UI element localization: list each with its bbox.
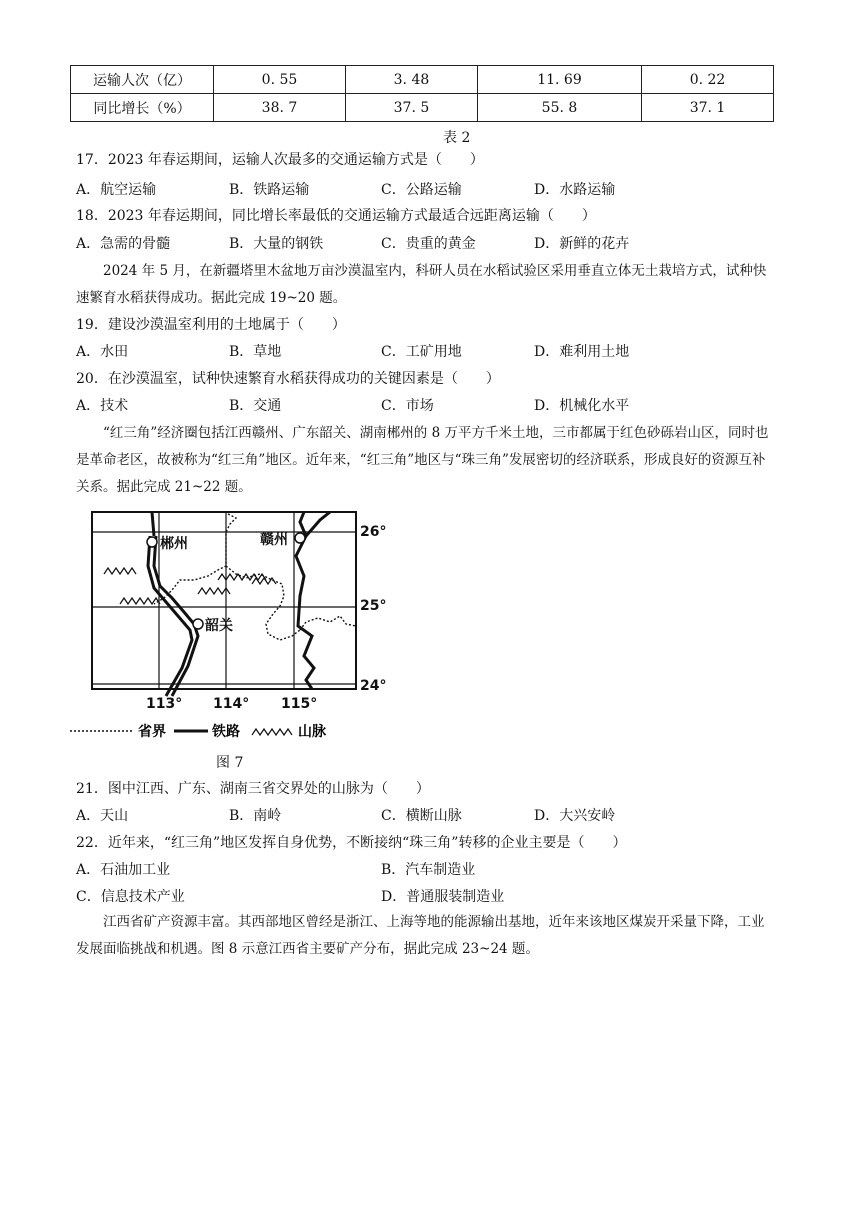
question-17: 17．2023 年春运期间，运输人次最多的交通运输方式是（ ）: [76, 152, 484, 168]
table-row: [71, 66, 774, 94]
question-22: 22．近年来，“红三角”地区发挥自身优势，不断接纳“珠三角”转移的企业主要是（ ）: [76, 835, 627, 851]
map-legend: [70, 723, 327, 740]
table-cell: 11. 69: [477, 66, 641, 94]
lon-label-115: 115°: [281, 696, 318, 712]
table-cell: 55. 8: [477, 94, 641, 122]
q19-option-d: D．难利用土地: [534, 344, 630, 360]
q21-option-d: D．大兴安岭: [534, 808, 616, 824]
lon-label-113: 113°: [146, 696, 183, 712]
city-marker-chenzhou: [147, 537, 157, 547]
q20-option-a: A．技术: [76, 398, 129, 414]
city-label-chenzhou: 郴州: [160, 536, 188, 552]
row-header: 同比增长（%）: [71, 94, 214, 122]
lat-label-25: 25°: [360, 598, 387, 614]
lon-label-114: 114°: [213, 696, 250, 712]
table-cell: 3. 48: [345, 66, 477, 94]
q19-option-b: B．草地: [229, 344, 282, 360]
lat-label-26: 26°: [360, 524, 387, 540]
q17-option-d: D．水路运输: [534, 182, 616, 198]
question-18: 18．2023 年春运期间，同比增长率最低的交通运输方式最适合远距离运输（ ）: [76, 208, 596, 224]
q17-option-b: B．铁路运输: [229, 182, 310, 198]
table-cell: 0. 22: [642, 66, 774, 94]
q18-option-c: C．贵重的黄金: [381, 236, 476, 252]
legend-boundary: 省界: [138, 724, 166, 740]
figure-caption: 图 7: [216, 755, 244, 771]
question-19: 19．建设沙漠温室利用的土地属于（ ）: [76, 317, 346, 333]
question-21: 21．图中江西、广东、湖南三省交界处的山脉为（ ）: [76, 781, 430, 797]
q22-option-b: B．汽车制造业: [381, 862, 476, 878]
table-cell: 38. 7: [214, 94, 346, 122]
passage-21-22: “红三角”经济圈包括江西赣州、广东韶关、湖南郴州的 8 万平方千米土地，三市都属于红色砂砾岩山区，同时也是革命老区，故被称为“红三角”地区。近年来，“红三角”地区与“珠三角”发展密切的经济联系，形成良好的资源互补关系。据此完成 21~22 题。: [76, 425, 769, 495]
q22-option-c: C．信息技术产业: [76, 889, 185, 905]
red-triangle-map: [68, 506, 398, 746]
legend-railway: 铁路: [212, 724, 240, 740]
q18-option-d: D．新鲜的花卉: [534, 236, 630, 252]
mountain-range: [104, 568, 276, 604]
q21-option-b: B．南岭: [229, 808, 282, 824]
transport-table: [70, 65, 774, 122]
q17-option-a: A．航空运输: [76, 182, 157, 198]
city-label-ganzhou: 赣州: [260, 532, 288, 548]
q19-option-a: A．水田: [76, 344, 129, 360]
city-marker-shaoguan: [193, 619, 203, 629]
city-marker-ganzhou: [295, 533, 305, 543]
row-header: 运输人次（亿）: [71, 66, 214, 94]
q20-option-d: D．机械化水平: [534, 398, 630, 414]
q21-option-a: A．天山: [76, 808, 129, 824]
q20-option-b: B．交通: [229, 398, 282, 414]
lat-label-24: 24°: [360, 678, 387, 694]
question-20: 20．在沙漠温室，试种快速繁育水稻获得成功的关键因素是（ ）: [76, 371, 500, 387]
passage-19-20: 2024 年 5 月，在新疆塔里木盆地万亩沙漠温室内，科研人员在水稻试验区采用垂直立体无土栽培方式，试种快速繁育水稻获得成功。据此完成 19~20 题。: [76, 263, 767, 306]
table-cell: 37. 5: [345, 94, 477, 122]
q20-option-c: C．市场: [381, 398, 434, 414]
q19-option-c: C．工矿用地: [381, 344, 462, 360]
q17-option-c: C．公路运输: [381, 182, 462, 198]
passage-23-24: 江西省矿产资源丰富。其西部地区曾经是浙江、上海等地的能源输出基地，近年来该地区煤炭开采量下降，工业发展面临挑战和机遇。图 8 示意江西省主要矿产分布，据此完成 23~24 题。: [76, 914, 765, 957]
map-frame: [92, 512, 356, 689]
table-cell: 0. 55: [214, 66, 346, 94]
q18-option-a: A．急需的骨髓: [76, 236, 171, 252]
table-row: [71, 94, 774, 122]
table-caption: 表 2: [443, 130, 471, 146]
legend-mountain: 山脉: [298, 724, 326, 740]
q21-option-c: C．横断山脉: [381, 808, 462, 824]
table-cell: 37. 1: [642, 94, 774, 122]
city-label-shaoguan: 韶关: [205, 618, 233, 634]
q22-option-d: D．普通服装制造业: [381, 889, 505, 905]
q22-option-a: A．石油加工业: [76, 862, 171, 878]
q18-option-b: B．大量的钢铁: [229, 236, 324, 252]
